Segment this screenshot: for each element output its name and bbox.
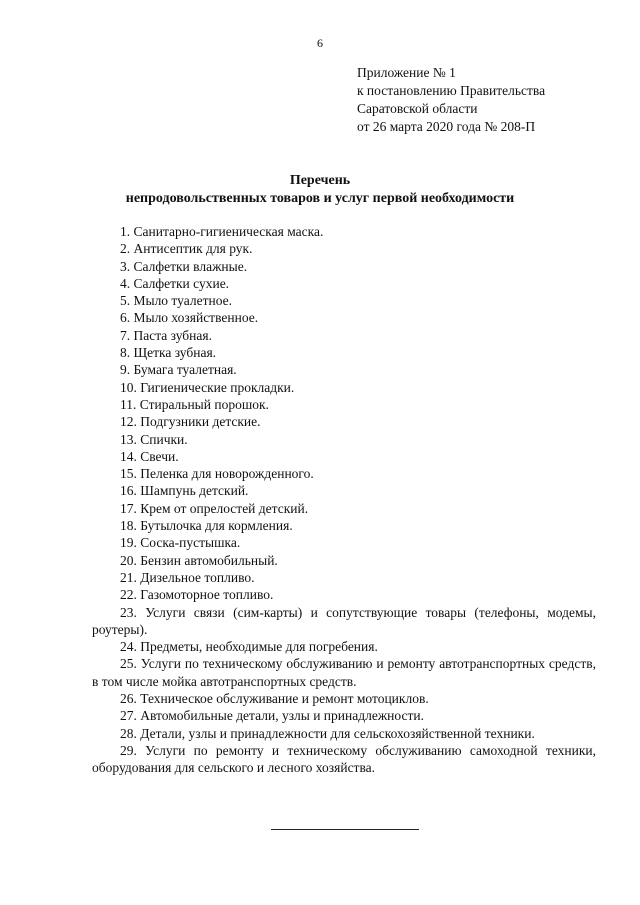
appendix-line-2: к постановлению Правительства <box>357 83 546 98</box>
title-line-1: Перечень <box>289 173 351 188</box>
appendix-line-1: Приложение № 1 <box>357 65 456 80</box>
list-item: 1. Санитарно-гигиеническая маска. <box>120 224 324 239</box>
list-item: 14. Свечи. <box>120 448 179 464</box>
title-line-2: непродовольственных товаров и услуг первой необходимости <box>125 191 515 206</box>
appendix-block <box>357 64 545 136</box>
list-item: 16. Шампунь детский. <box>120 483 249 499</box>
list-item: 8. Щетка зубная. <box>120 345 217 361</box>
list-item: 20. Бензин автомобильный. <box>120 552 278 568</box>
list-item: 7. Паста зубная. <box>120 327 212 343</box>
list-item: 4. Салфетки сухие. <box>120 275 230 291</box>
appendix-line-4: от 26 марта 2020 года № 208-П <box>357 119 536 134</box>
list-item: 15. Пеленка для новорожденного. <box>120 466 314 482</box>
list-item: 21. Дизельное топливо. <box>120 569 255 585</box>
list-item: 12. Подгузники детские. <box>120 414 261 430</box>
list-item: 26. Техническое обслуживание и ремонт мотоциклов. <box>120 691 429 707</box>
list-item: 18. Бутылочка для кормления. <box>120 518 293 534</box>
document-title <box>0 172 640 208</box>
list-item: 11. Стиральный порошок. <box>120 396 269 412</box>
list-item: 24. Предметы, необходимые для погребения. <box>120 639 378 655</box>
list-item: 22. Газомоторное топливо. <box>120 587 274 603</box>
list-item: 27. Автомобильные детали, узлы и принадлежности. <box>120 708 424 724</box>
list-item: 17. Крем от опрелостей детский. <box>120 500 309 516</box>
list-item: 9. Бумага туалетная. <box>120 362 237 378</box>
list-item: 2. Антисептик для рук. <box>120 241 253 257</box>
page-number: 6 <box>317 36 323 50</box>
list-item: 19. Соска-пустышка. <box>120 535 241 551</box>
list-item: 28. Детали, узлы и принадлежности для сельскохозяйственной техники. <box>120 725 535 741</box>
list-item: 10. Гигиенические прокладки. <box>120 379 295 395</box>
closing-rule <box>271 829 419 830</box>
items-list <box>92 223 596 777</box>
list-item: 6. Мыло хозяйственное. <box>120 310 259 326</box>
list-item: 5. Мыло туалетное. <box>120 293 232 309</box>
list-item: 13. Спички. <box>120 431 188 447</box>
list-item: 25. Услуги по техническому обслуживанию и ремонту автотранспортных средств, в том числе мойка автотранспортных средств. <box>92 656 596 689</box>
list-item: 29. Услуги по ремонту и техническому обслуживанию самоходной техники, оборудования для сельского и лесного хозяйства. <box>92 742 596 776</box>
list-item: 3. Салфетки влажные. <box>120 258 248 274</box>
list-item: 23. Услуги связи (сим-карты) и сопутствующие товары (телефоны, модемы, роутеры). <box>92 604 596 637</box>
appendix-line-3: Саратовской области <box>357 101 478 116</box>
